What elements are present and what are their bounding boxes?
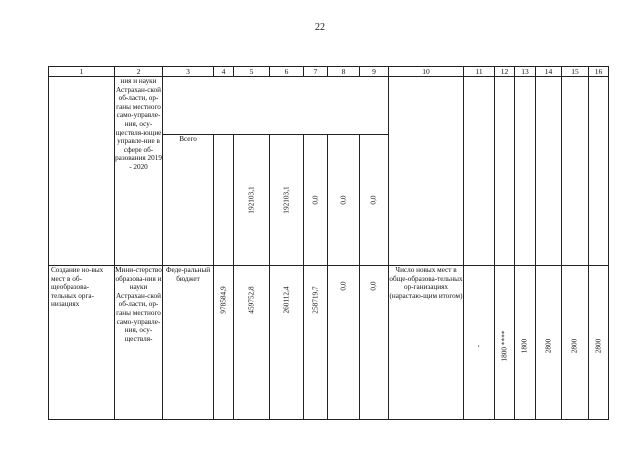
header-cell: 6	[270, 67, 304, 77]
header-cell: 14	[536, 67, 562, 77]
empty-cell	[495, 77, 515, 266]
value-text: -	[473, 344, 483, 347]
header-cell: 4	[214, 67, 234, 77]
table-row	[49, 266, 609, 420]
header-cell: 15	[562, 67, 589, 77]
empty-cell	[562, 77, 589, 266]
empty-cell	[589, 77, 609, 266]
header-cell: 13	[515, 67, 536, 77]
value-text: 0,0	[310, 195, 320, 205]
funding-source-cell: Феде-ральный бюджет	[163, 266, 214, 420]
value-text: 2800	[569, 338, 579, 353]
executor-cell: ния и науки Астрахан-ской об-ласти, ор-ганы местного само-управле-ния, осу-ществля-ющие управле-ние в сфере об-разования 2019 - 2020	[115, 77, 163, 266]
value-text: 0,0	[338, 195, 348, 205]
value-cell	[304, 135, 328, 266]
value-cell	[270, 266, 304, 420]
value-text: 978584,9	[218, 285, 228, 314]
value-text: 258719,7	[310, 285, 320, 314]
header-cell: 11	[464, 67, 495, 77]
header-cell: 16	[589, 67, 609, 77]
header-cell: 2	[115, 67, 163, 77]
value-cell	[304, 266, 328, 420]
header-cell: 1	[49, 67, 115, 77]
value-text: 459752,8	[246, 285, 256, 314]
activity-cell: Создание но-вых мест в об-щеобразова-тельных орга-низациях	[49, 266, 115, 420]
value-cell	[214, 266, 234, 420]
header-cell: 5	[234, 67, 270, 77]
empty-cell	[464, 77, 495, 266]
funding-source-cell: Всего	[163, 135, 214, 266]
value-cell	[328, 135, 360, 266]
empty-cell	[515, 77, 536, 266]
value-cell	[270, 135, 304, 266]
value-text: 2800	[593, 338, 603, 353]
indicator-cell: Число новых мест в обще-образова-тельных ор-ганизациях (нарастаю-щим итогом)	[389, 266, 464, 420]
value-cell	[234, 266, 270, 420]
header-row	[49, 67, 609, 77]
header-cell: 10	[389, 67, 464, 77]
value-text: 0,0	[338, 281, 348, 291]
header-cell: 7	[304, 67, 328, 77]
empty-cell	[163, 77, 389, 135]
page-number: 22	[315, 22, 325, 33]
value-text: 1800 ****	[499, 330, 509, 362]
value-text: 260112,4	[281, 286, 291, 314]
target-cell	[515, 266, 536, 420]
value-text: 192103,1	[246, 186, 256, 214]
budget-table	[48, 66, 609, 420]
target-cell	[495, 266, 515, 420]
empty-cell	[49, 77, 115, 266]
base-value-cell	[464, 266, 495, 420]
value-text: 2800	[543, 338, 553, 353]
header-cell: 8	[328, 67, 360, 77]
target-cell	[562, 266, 589, 420]
header-cell: 9	[360, 67, 389, 77]
empty-cell	[389, 77, 464, 266]
value-text: 192103,1	[281, 186, 291, 214]
value-cell	[360, 266, 389, 420]
target-cell	[536, 266, 562, 420]
target-cell	[589, 266, 609, 420]
empty-cell	[536, 77, 562, 266]
value-text: 0,0	[368, 281, 378, 291]
value-cell	[360, 135, 389, 266]
value-cell	[328, 266, 360, 420]
header-cell: 3	[163, 67, 214, 77]
value-text: 1800	[519, 338, 529, 353]
empty-cell	[214, 135, 234, 266]
executor-cell: Мини-стерство образова-ния и науки Астрахан-ской об-ласти, ор-ганы местного само-управле-ния, осу-ществля-	[115, 266, 163, 420]
value-text: 0,0	[368, 195, 378, 205]
table-row	[49, 77, 609, 135]
header-cell: 12	[495, 67, 515, 77]
value-cell	[234, 135, 270, 266]
